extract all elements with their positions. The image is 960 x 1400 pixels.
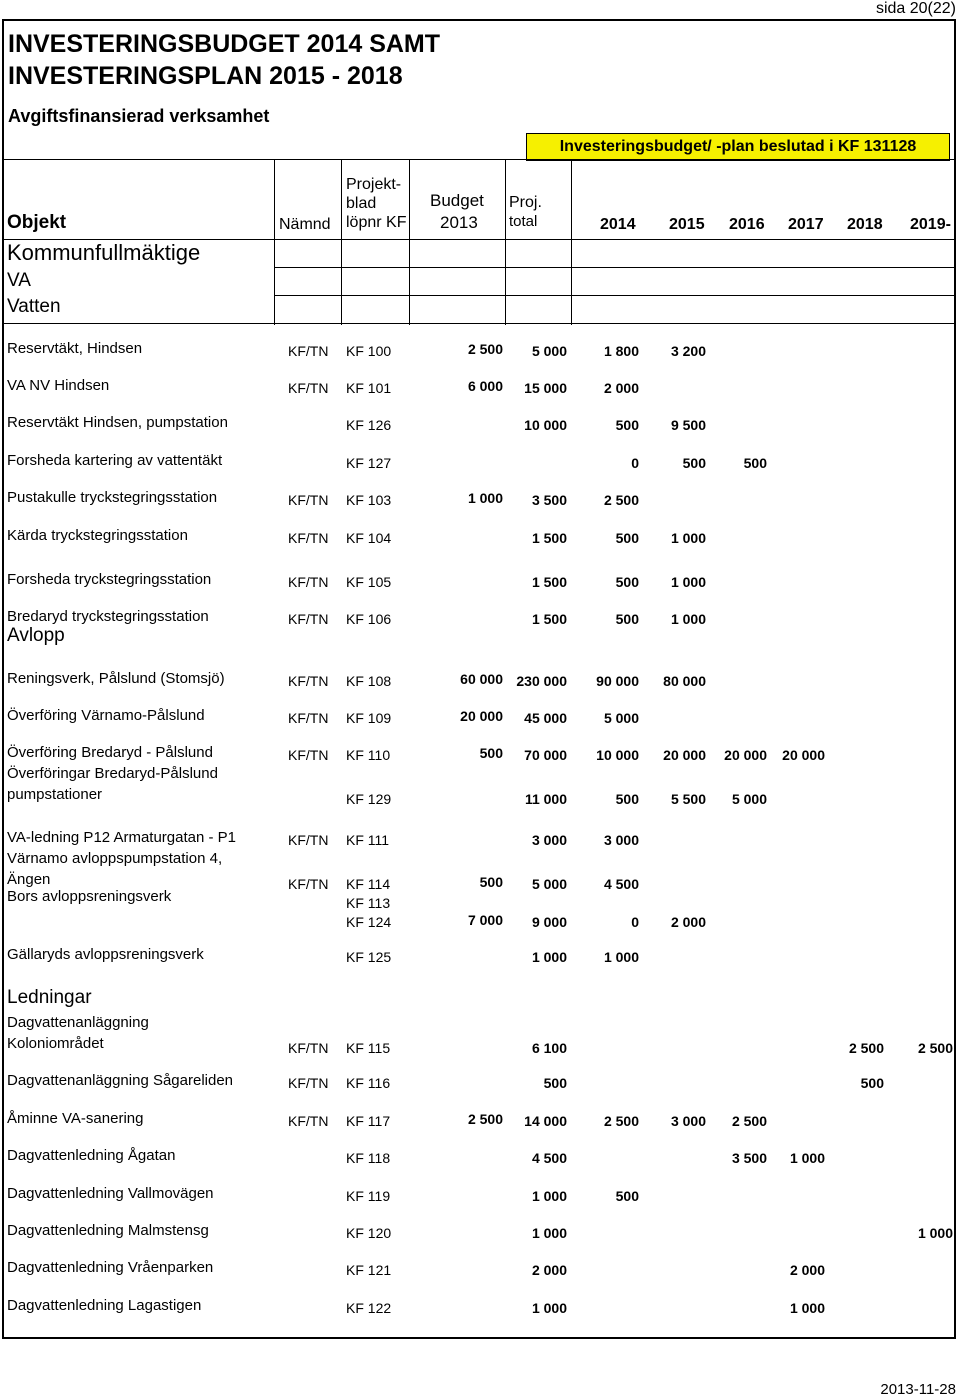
- page-title-line1: INVESTERINGSBUDGET 2014 SAMT: [8, 30, 441, 58]
- row-name: Forsheda tryckstegringsstation: [7, 571, 212, 588]
- row-kf: KF 127: [346, 455, 392, 471]
- row-value-y2015: 2 000: [670, 914, 706, 930]
- row-name: Dagvattenledning Ågatan: [7, 1147, 176, 1164]
- row-value-total: 70 000: [524, 747, 567, 763]
- row-kf: KF 116: [346, 1075, 391, 1091]
- row-value-y2014: 500: [615, 417, 639, 433]
- row-value-y2017: 1 000: [789, 1150, 825, 1166]
- row-name-cont: pumpstationer: [7, 786, 103, 803]
- row-value-y2014: 500: [615, 574, 639, 590]
- row-name: Värnamo avloppspumpstation 4,: [7, 850, 223, 867]
- row-value-total: 3 500: [531, 492, 567, 508]
- row-kf: KF 121: [346, 1262, 392, 1278]
- row-value-y2015: 3 200: [670, 343, 706, 359]
- row-value-y2015: 5 500: [670, 791, 706, 807]
- row-name: Bredaryd tryckstegringsstation: [7, 608, 209, 625]
- row-value-budget: 1 000: [467, 490, 503, 506]
- row-value-y2014: 500: [615, 791, 639, 807]
- row-namnd: KF/TN: [288, 673, 329, 689]
- row-kf: KF 117: [346, 1113, 391, 1129]
- section-vatten: Vatten: [7, 296, 61, 317]
- row-value-y2014: 5 000: [603, 710, 639, 726]
- row-name: Överföring Bredaryd - Pålslund: [7, 744, 213, 761]
- rule-section-end: [2, 323, 956, 324]
- row-name: Dagvattenledning Vråenparken: [7, 1259, 214, 1276]
- row-name-cont: Ängen: [7, 871, 51, 888]
- row-name: Dagvattenledning Malmstensg: [7, 1222, 209, 1239]
- row-value-budget: 6 000: [467, 378, 503, 394]
- row-name: Reningsverk, Pålslund (Stomsjö): [7, 670, 225, 687]
- row-name: Överföringar Bredaryd-Pålslund: [7, 765, 218, 782]
- row-value-y2019: 1 000: [917, 1225, 953, 1241]
- row-value-y2016: 5 000: [731, 791, 767, 807]
- section-kommunfullmaktige: Kommunfullmäktige: [7, 240, 201, 265]
- row-kf: KF 101: [346, 380, 392, 396]
- header-projektblad-2: blad: [346, 195, 377, 212]
- header-2014: 2014: [600, 216, 636, 233]
- rule-va: [274, 267, 956, 268]
- row-namnd: KF/TN: [288, 747, 329, 763]
- col-divider-kf: [341, 159, 342, 325]
- row-kf: KF 125: [346, 949, 392, 965]
- row-name: Överföring Värnamo-Pålslund: [7, 707, 205, 724]
- row-value-y2015: 1 000: [670, 530, 706, 546]
- decision-banner: Investeringsbudget/ -plan beslutad i KF 131128: [526, 133, 950, 161]
- row-value-total: 3 000: [531, 832, 567, 848]
- row-namnd: KF/TN: [288, 876, 329, 892]
- row-kf: KF 118: [346, 1150, 391, 1166]
- row-value-total: 5 000: [531, 876, 567, 892]
- row-value-total: 1 000: [531, 1225, 567, 1241]
- row-kf: KF 109: [346, 710, 392, 726]
- row-namnd: KF/TN: [288, 492, 329, 508]
- section-va: VA: [7, 270, 31, 291]
- row-value-y2016: 2 500: [731, 1113, 767, 1129]
- header-top-rule: [2, 159, 956, 160]
- row-kf: KF 103: [346, 492, 392, 508]
- row-value-total: 2 000: [531, 1262, 567, 1278]
- row-namnd: KF/TN: [288, 1040, 329, 1056]
- row-value-y2015: 1 000: [670, 611, 706, 627]
- row-kf: KF 110: [346, 747, 391, 763]
- row-value-total: 1 000: [531, 949, 567, 965]
- page-subtitle: Avgiftsfinansierad verksamhet: [8, 106, 270, 126]
- row-kf: KF 114: [346, 876, 391, 892]
- col-divider-years: [571, 159, 572, 325]
- row-value-y2018: 2 500: [848, 1040, 884, 1056]
- row-value-y2014: 3 000: [603, 832, 639, 848]
- row-namnd: KF/TN: [288, 611, 329, 627]
- row-kf: KF 120: [346, 1225, 392, 1241]
- row-namnd: KF/TN: [288, 574, 329, 590]
- row-kf-2: KF 124: [346, 914, 392, 930]
- row-value-y2016: 3 500: [731, 1150, 767, 1166]
- row-value-total: 1 500: [531, 611, 567, 627]
- row-name: Kärda tryckstegringsstation: [7, 527, 188, 544]
- row-value-y2017: 1 000: [789, 1300, 825, 1316]
- page-number: sida 20(22): [875, 0, 956, 17]
- row-name: Dagvattenledning Lagastigen: [7, 1297, 202, 1314]
- row-value-total: 230 000: [516, 673, 567, 689]
- row-value-budget: 60 000: [460, 671, 503, 687]
- row-value-y2014: 1 000: [603, 949, 639, 965]
- header-budget-year: 2013: [440, 213, 478, 232]
- row-value-y2014: 500: [615, 611, 639, 627]
- row-value-y2014: 0: [631, 914, 639, 930]
- header-projektblad-3: löpnr KF: [346, 214, 407, 231]
- row-name: VA NV Hindsen: [7, 377, 110, 394]
- section-avlopp: Avlopp: [7, 625, 65, 646]
- row-value-y2015: 500: [682, 455, 706, 471]
- row-namnd: KF/TN: [288, 343, 329, 359]
- row-kf: KF 100: [346, 343, 392, 359]
- row-name: Gällaryds avloppsreningsverk: [7, 946, 204, 963]
- row-kf: KF 115: [346, 1040, 391, 1056]
- row-value-y2014: 2 500: [603, 492, 639, 508]
- row-value-budget: 20 000: [460, 708, 503, 724]
- header-projektblad-1: Projekt-: [346, 176, 402, 193]
- row-name: Dagvattenanläggning: [7, 1014, 149, 1031]
- rule-vatten: [274, 295, 956, 296]
- row-value-y2018: 500: [860, 1075, 884, 1091]
- header-proj: Proj.: [509, 194, 542, 211]
- row-namnd: KF/TN: [288, 832, 329, 848]
- header-2018: 2018: [847, 216, 883, 233]
- row-value-total: 45 000: [524, 710, 567, 726]
- header-2019: 2019-: [910, 216, 951, 233]
- section-ledningar: Ledningar: [7, 987, 92, 1008]
- row-value-y2014: 4 500: [603, 876, 639, 892]
- row-value-y2016: 500: [743, 455, 767, 471]
- col-divider-total: [505, 159, 506, 325]
- col-divider-budget: [409, 159, 410, 325]
- row-value-total: 11 000: [524, 791, 567, 807]
- row-namnd: KF/TN: [288, 1075, 329, 1091]
- row-value-total: 9 000: [531, 914, 567, 930]
- row-value-budget: 7 000: [467, 912, 503, 928]
- row-value-y2015: 80 000: [663, 673, 706, 689]
- row-value-total: 1 500: [531, 574, 567, 590]
- row-kf: KF 113: [346, 895, 391, 911]
- row-namnd: KF/TN: [288, 710, 329, 726]
- row-name: Dagvattenledning Vallmovägen: [7, 1185, 214, 1202]
- row-value-total: 10 000: [524, 417, 567, 433]
- row-namnd: KF/TN: [288, 530, 329, 546]
- row-value-y2014: 0: [631, 455, 639, 471]
- row-value-budget: 2 500: [467, 1111, 503, 1127]
- header-2016: 2016: [729, 216, 765, 233]
- row-value-total: 1 000: [531, 1300, 567, 1316]
- header-2015: 2015: [669, 216, 705, 233]
- row-kf: KF 105: [346, 574, 392, 590]
- row-value-y2015: 9 500: [670, 417, 706, 433]
- row-namnd: KF/TN: [288, 1113, 329, 1129]
- row-name: Reservtäkt, Hindsen: [7, 340, 143, 357]
- row-value-total: 5 000: [531, 343, 567, 359]
- row-value-y2014: 2 000: [603, 380, 639, 396]
- row-value-total: 14 000: [524, 1113, 567, 1129]
- row-value-y2014: 500: [615, 530, 639, 546]
- row-value-y2015: 20 000: [663, 747, 706, 763]
- row-namnd: KF/TN: [288, 380, 329, 396]
- row-value-budget: 500: [479, 874, 503, 890]
- row-value-y2019: 2 500: [917, 1040, 953, 1056]
- page-title-line2: INVESTERINGSPLAN 2015 - 2018: [8, 62, 403, 90]
- header-2017: 2017: [788, 216, 824, 233]
- header-total: total: [509, 213, 538, 230]
- header-budget: Budget: [430, 191, 484, 210]
- row-kf: KF 126: [346, 417, 392, 433]
- row-kf: KF 122: [346, 1300, 392, 1316]
- row-value-total: 1 500: [531, 530, 567, 546]
- row-value-total: 6 100: [531, 1040, 567, 1056]
- row-name: Åminne VA-sanering: [7, 1110, 144, 1127]
- row-value-total: 500: [543, 1075, 567, 1091]
- row-value-y2014: 1 800: [603, 343, 639, 359]
- row-kf: KF 111: [346, 832, 390, 848]
- row-kf: KF 119: [346, 1188, 391, 1204]
- row-value-total: 4 500: [531, 1150, 567, 1166]
- row-name-cont: Koloniområdet: [7, 1035, 104, 1052]
- row-kf: KF 108: [346, 673, 392, 689]
- row-name: VA-ledning P12 Armaturgatan - P1: [7, 829, 237, 846]
- row-name: Reservtäkt Hindsen, pumpstation: [7, 414, 228, 431]
- row-value-y2014: 90 000: [596, 673, 639, 689]
- row-kf: KF 129: [346, 791, 392, 807]
- row-value-y2016: 20 000: [724, 747, 767, 763]
- row-value-budget: 2 500: [467, 341, 503, 357]
- row-value-y2017: 2 000: [789, 1262, 825, 1278]
- row-value-y2014: 500: [615, 1188, 639, 1204]
- col-divider-namnd: [274, 159, 275, 325]
- row-name: Dagvattenanläggning Sågareliden: [7, 1072, 234, 1089]
- row-value-total: 15 000: [524, 380, 567, 396]
- row-value-y2017: 20 000: [782, 747, 825, 763]
- row-kf: KF 104: [346, 530, 392, 546]
- row-kf: KF 106: [346, 611, 392, 627]
- row-value-y2015: 1 000: [670, 574, 706, 590]
- row-value-total: 1 000: [531, 1188, 567, 1204]
- row-value-budget: 500: [479, 745, 503, 761]
- row-value-y2015: 3 000: [670, 1113, 706, 1129]
- row-name: Bors avloppsreningsverk: [7, 888, 172, 905]
- row-value-y2014: 10 000: [596, 747, 639, 763]
- print-date: 2013-11-28: [880, 1381, 956, 1398]
- row-value-y2014: 2 500: [603, 1113, 639, 1129]
- header-objekt: Objekt: [7, 212, 67, 233]
- header-namnd: Nämnd: [279, 216, 331, 233]
- row-name: Pustakulle tryckstegringsstation: [7, 489, 218, 506]
- row-name: Forsheda kartering av vattentäkt: [7, 452, 223, 469]
